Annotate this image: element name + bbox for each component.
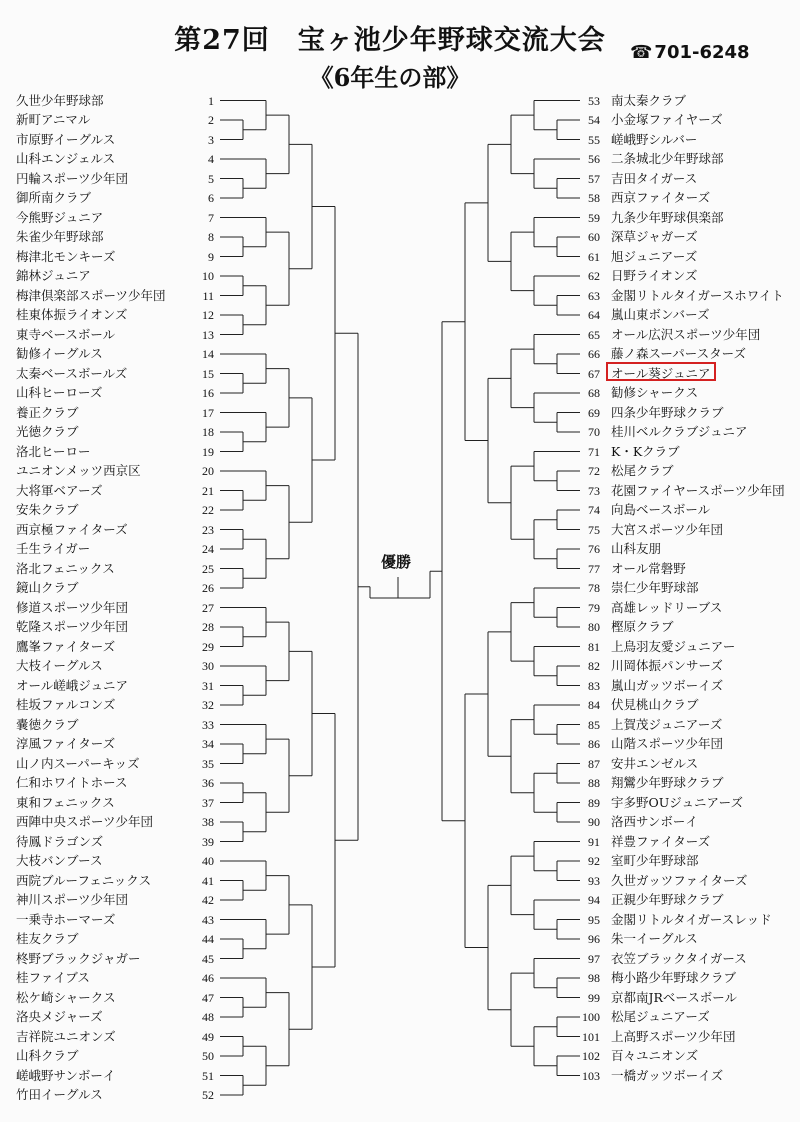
team-seed-32: 32 <box>202 698 214 712</box>
team-seed-66: 66 <box>588 347 600 361</box>
team-seed-53: 53 <box>588 94 600 108</box>
team-seed-51: 51 <box>202 1069 214 1083</box>
team-name-90: 洛西サンボーイ <box>611 814 698 829</box>
team-seed-27: 27 <box>202 601 214 615</box>
team-name-14: 勧修イーグルス <box>16 346 103 361</box>
team-seed-48: 48 <box>202 1010 214 1024</box>
team-name-74: 向島ベースボール <box>611 502 711 517</box>
highlighted-team-box <box>606 362 716 381</box>
team-seed-38: 38 <box>202 815 214 829</box>
team-name-78: 崇仁少年野球部 <box>611 580 699 595</box>
team-name-101: 上高野スポーツ少年団 <box>611 1029 736 1044</box>
team-seed-1: 1 <box>208 94 214 108</box>
team-name-48: 洛央メジャーズ <box>16 1009 103 1024</box>
team-name-97: 衣笠ブラックタイガース <box>611 951 747 966</box>
team-name-46: 桂ファイブス <box>16 970 90 985</box>
team-name-59: 九条少年野球倶楽部 <box>611 210 724 225</box>
team-seed-54: 54 <box>588 113 600 127</box>
team-seed-16: 16 <box>202 386 214 400</box>
team-name-69: 四条少年野球クラブ <box>611 405 724 420</box>
team-seed-90: 90 <box>588 815 600 829</box>
team-name-2: 新町アニマル <box>16 112 91 127</box>
team-name-55: 嵯峨野シルバー <box>611 132 698 147</box>
team-name-36: 仁和ホワイトホース <box>16 775 128 790</box>
team-seed-13: 13 <box>202 328 214 342</box>
team-seed-70: 70 <box>588 425 600 439</box>
team-name-82: 川岡体振パンサーズ <box>611 658 723 673</box>
team-name-25: 洛北フェニックス <box>16 561 115 576</box>
team-seed-44: 44 <box>202 932 214 946</box>
team-name-32: 桂坂ファルコンズ <box>16 697 116 712</box>
team-name-60: 深草ジャガーズ <box>611 229 698 244</box>
team-name-34: 淳風ファイターズ <box>16 736 116 751</box>
team-seed-88: 88 <box>588 776 600 790</box>
team-name-23: 西京極ファイターズ <box>16 522 128 537</box>
team-name-98: 梅小路少年野球クラブ <box>611 970 737 985</box>
team-seed-19: 19 <box>202 445 214 459</box>
team-seed-4: 4 <box>208 152 214 166</box>
team-name-96: 朱一イーグルス <box>611 931 698 946</box>
team-seed-7: 7 <box>208 211 214 225</box>
team-name-52: 竹田イーグルス <box>16 1087 103 1102</box>
team-seed-97: 97 <box>588 952 600 966</box>
team-seed-2: 2 <box>208 113 214 127</box>
team-seed-42: 42 <box>202 893 214 907</box>
team-seed-29: 29 <box>202 640 214 654</box>
team-name-38: 西陣中央スポーツ少年団 <box>16 814 154 829</box>
team-seed-36: 36 <box>202 776 214 790</box>
team-seed-68: 68 <box>588 386 600 400</box>
team-seed-67: 67 <box>588 367 600 381</box>
team-seed-74: 74 <box>588 503 600 517</box>
team-seed-11: 11 <box>202 289 214 303</box>
team-seed-100: 100 <box>582 1010 600 1024</box>
team-name-42: 神川スポーツ少年団 <box>16 892 129 907</box>
team-seed-98: 98 <box>588 971 600 985</box>
team-seed-86: 86 <box>588 737 600 751</box>
team-name-1: 久世少年野球部 <box>16 93 104 108</box>
champion-label: 優勝 <box>381 553 412 571</box>
team-name-95: 金閣リトルタイガースレッド <box>611 912 772 927</box>
team-name-16: 山科ヒーローズ <box>16 385 103 400</box>
team-seed-52: 52 <box>202 1088 214 1102</box>
team-name-61: 旭ジュニアーズ <box>611 249 698 264</box>
team-name-5: 円輪スポーツ少年団 <box>16 171 129 186</box>
phone-number: 701-6248 <box>654 42 750 63</box>
team-name-44: 桂友クラブ <box>16 931 79 946</box>
team-seed-64: 64 <box>588 308 600 322</box>
team-seed-20: 20 <box>202 464 214 478</box>
team-seed-75: 75 <box>588 523 600 537</box>
team-seed-71: 71 <box>588 445 600 459</box>
team-name-87: 安井エンゼルス <box>611 756 699 771</box>
team-name-76: 山科友朋 <box>611 541 662 556</box>
team-seed-21: 21 <box>202 484 214 498</box>
team-name-13: 東寺ベースボール <box>16 327 116 342</box>
division-subtitle: 《6年生の部》 <box>309 63 471 92</box>
team-seed-15: 15 <box>202 367 214 381</box>
team-name-12: 桂東体振ライオンズ <box>16 307 128 322</box>
team-seed-85: 85 <box>588 718 600 732</box>
team-name-29: 鷹峯ファイターズ <box>16 639 116 654</box>
team-name-50: 山科クラブ <box>16 1048 79 1063</box>
team-seed-23: 23 <box>202 523 214 537</box>
team-seed-46: 46 <box>202 971 214 985</box>
team-seed-63: 63 <box>588 289 600 303</box>
team-seed-14: 14 <box>202 347 214 361</box>
team-name-99: 京都南JRベースボール <box>611 990 738 1005</box>
team-seed-65: 65 <box>588 328 600 342</box>
team-name-91: 祥豊ファイターズ <box>611 834 711 849</box>
team-seed-99: 99 <box>588 991 600 1005</box>
team-seed-102: 102 <box>582 1049 600 1063</box>
team-seed-57: 57 <box>588 172 600 186</box>
team-seed-79: 79 <box>588 601 600 615</box>
team-name-103: 一橋ガッツボーイズ <box>611 1068 724 1083</box>
team-seed-26: 26 <box>202 581 214 595</box>
team-seed-73: 73 <box>588 484 600 498</box>
team-name-18: 光徳クラブ <box>16 424 79 439</box>
team-seed-81: 81 <box>588 640 600 654</box>
team-seed-80: 80 <box>588 620 600 634</box>
team-name-73: 花園ファイヤースポーツ少年団 <box>611 483 785 498</box>
team-seed-3: 3 <box>208 133 214 147</box>
team-name-63: 金閣リトルタイガースホワイト <box>611 288 784 303</box>
team-name-71: K・Kクラブ <box>611 444 680 459</box>
team-name-33: 嚢徳クラブ <box>16 717 79 732</box>
team-seed-76: 76 <box>588 542 600 556</box>
team-seed-72: 72 <box>588 464 600 478</box>
team-name-102: 百々ユニオンズ <box>611 1048 699 1063</box>
team-name-80: 樫原クラブ <box>611 619 674 634</box>
team-seed-31: 31 <box>202 679 214 693</box>
team-seed-60: 60 <box>588 230 600 244</box>
team-name-54: 小金塚ファイヤーズ <box>611 112 723 127</box>
team-seed-91: 91 <box>588 835 600 849</box>
team-name-8: 朱雀少年野球部 <box>16 229 104 244</box>
team-seed-10: 10 <box>202 269 214 283</box>
team-name-21: 大将軍ベアーズ <box>16 483 103 498</box>
team-name-81: 上鳥羽友愛ジュニアー <box>611 639 736 654</box>
team-name-24: 壬生ライガー <box>16 541 91 556</box>
team-name-41: 西院ブルーフェニックス <box>16 873 152 888</box>
team-name-75: 大宮スポーツ少年団 <box>611 522 724 537</box>
team-name-45: 柊野ブラックジャガー <box>16 951 141 966</box>
team-seed-9: 9 <box>208 250 214 264</box>
team-name-26: 鏡山クラブ <box>16 580 79 595</box>
team-seed-39: 39 <box>202 835 214 849</box>
team-name-57: 吉田タイガース <box>611 171 698 186</box>
team-name-79: 高雄レッドリーブス <box>611 600 723 615</box>
team-name-58: 西京ファイターズ <box>611 190 711 205</box>
team-name-70: 桂川ベルクラブジュニア <box>611 424 748 439</box>
team-seed-84: 84 <box>588 698 600 712</box>
team-name-49: 吉祥院ユニオンズ <box>16 1029 116 1044</box>
team-name-39: 待鳳ドラゴンズ <box>16 834 104 849</box>
team-seed-92: 92 <box>588 854 600 868</box>
team-seed-101: 101 <box>582 1030 600 1044</box>
team-seed-25: 25 <box>202 562 214 576</box>
team-seed-58: 58 <box>588 191 600 205</box>
team-seed-17: 17 <box>202 406 214 420</box>
team-seed-96: 96 <box>588 932 600 946</box>
team-seed-33: 33 <box>202 718 214 732</box>
team-seed-5: 5 <box>208 172 214 186</box>
team-name-100: 松尾ジュニアーズ <box>611 1009 710 1024</box>
team-name-30: 大枝イーグルス <box>16 658 103 673</box>
team-seed-94: 94 <box>588 893 600 907</box>
team-name-9: 梅津北モンキーズ <box>16 249 116 264</box>
team-name-77: オール常磐野 <box>611 561 686 576</box>
team-seed-6: 6 <box>208 191 214 205</box>
team-seed-69: 69 <box>588 406 600 420</box>
telephone-icon: ☎ <box>630 42 653 63</box>
team-name-88: 翔鸞少年野球クラブ <box>611 775 724 790</box>
team-name-31: オール嵯峨ジュニア <box>16 678 129 693</box>
team-seed-103: 103 <box>582 1069 600 1083</box>
team-seed-56: 56 <box>588 152 600 166</box>
team-seed-87: 87 <box>588 757 600 771</box>
team-seed-8: 8 <box>208 230 214 244</box>
team-seed-61: 61 <box>588 250 600 264</box>
team-seed-35: 35 <box>202 757 214 771</box>
team-seed-24: 24 <box>202 542 214 556</box>
team-name-35: 山ノ内スーパーキッズ <box>16 756 140 771</box>
team-name-85: 上賀茂ジュニアーズ <box>611 717 723 732</box>
team-name-10: 錦林ジュニア <box>16 268 91 283</box>
team-name-68: 勧修シャークス <box>611 385 699 400</box>
team-name-7: 今熊野ジュニア <box>16 210 104 225</box>
team-seed-62: 62 <box>588 269 600 283</box>
team-name-19: 洛北ヒーロー <box>16 444 91 459</box>
team-name-72: 松尾クラブ <box>611 463 674 478</box>
team-seed-45: 45 <box>202 952 214 966</box>
team-seed-30: 30 <box>202 659 214 673</box>
team-seed-28: 28 <box>202 620 214 634</box>
team-seed-22: 22 <box>202 503 214 517</box>
team-seed-41: 41 <box>202 874 214 888</box>
team-seed-83: 83 <box>588 679 600 693</box>
team-name-40: 大枝バンブース <box>16 853 103 868</box>
team-name-65: オール広沢スポーツ少年団 <box>611 327 761 342</box>
team-name-43: 一乗寺ホーマーズ <box>16 912 116 927</box>
team-name-15: 太秦ベースボールズ <box>16 366 128 381</box>
team-seed-49: 49 <box>202 1030 214 1044</box>
team-name-92: 室町少年野球部 <box>611 853 699 868</box>
team-name-51: 嵯峨野サンボーイ <box>16 1068 116 1083</box>
team-seed-59: 59 <box>588 211 600 225</box>
team-name-93: 久世ガッツファイターズ <box>611 873 748 888</box>
team-seed-77: 77 <box>588 562 600 576</box>
team-seed-47: 47 <box>202 991 214 1005</box>
team-name-47: 松ケ崎シャークス <box>16 990 116 1005</box>
team-name-53: 南太秦クラブ <box>611 93 687 108</box>
team-name-3: 市原野イーグルス <box>16 132 116 147</box>
team-name-6: 御所南クラブ <box>16 190 92 205</box>
tournament-title: 第27回 宝ヶ池少年野球交流大会 <box>174 25 606 56</box>
team-name-64: 嵐山東ボンバーズ <box>611 307 710 322</box>
team-name-22: 安朱クラブ <box>16 502 79 517</box>
team-seed-78: 78 <box>588 581 600 595</box>
team-name-89: 宇多野OUジュニアーズ <box>611 795 744 810</box>
team-seed-55: 55 <box>588 133 600 147</box>
team-seed-12: 12 <box>202 308 214 322</box>
team-name-27: 修道スポーツ少年団 <box>16 600 129 615</box>
team-name-17: 養正クラブ <box>16 405 79 420</box>
team-seed-50: 50 <box>202 1049 214 1063</box>
team-name-4: 山科エンジェルス <box>16 151 116 166</box>
team-name-28: 乾隆スポーツ少年団 <box>16 619 129 634</box>
team-seed-40: 40 <box>202 854 214 868</box>
team-seed-93: 93 <box>588 874 600 888</box>
team-name-56: 二条城北少年野球部 <box>611 151 724 166</box>
team-seed-18: 18 <box>202 425 214 439</box>
team-seed-89: 89 <box>588 796 600 810</box>
team-name-86: 山階スポーツ少年団 <box>611 736 724 751</box>
team-seed-95: 95 <box>588 913 600 927</box>
team-seed-37: 37 <box>202 796 214 810</box>
team-seed-82: 82 <box>588 659 600 673</box>
team-name-62: 日野ライオンズ <box>611 268 698 283</box>
team-name-67: オール葵ジュニア <box>611 366 711 381</box>
team-seed-43: 43 <box>202 913 214 927</box>
team-name-94: 正親少年野球クラブ <box>611 892 724 907</box>
team-seed-34: 34 <box>202 737 214 751</box>
team-name-37: 東和フェニックス <box>16 795 115 810</box>
team-name-11: 梅津倶楽部スポーツ少年団 <box>16 288 166 303</box>
team-name-66: 藤ノ森スーパースターズ <box>611 346 747 361</box>
team-name-84: 伏見桃山クラブ <box>611 697 699 712</box>
team-name-83: 嵐山ガッツボーイズ <box>611 678 724 693</box>
team-name-20: ユニオンメッツ西京区 <box>16 463 141 478</box>
